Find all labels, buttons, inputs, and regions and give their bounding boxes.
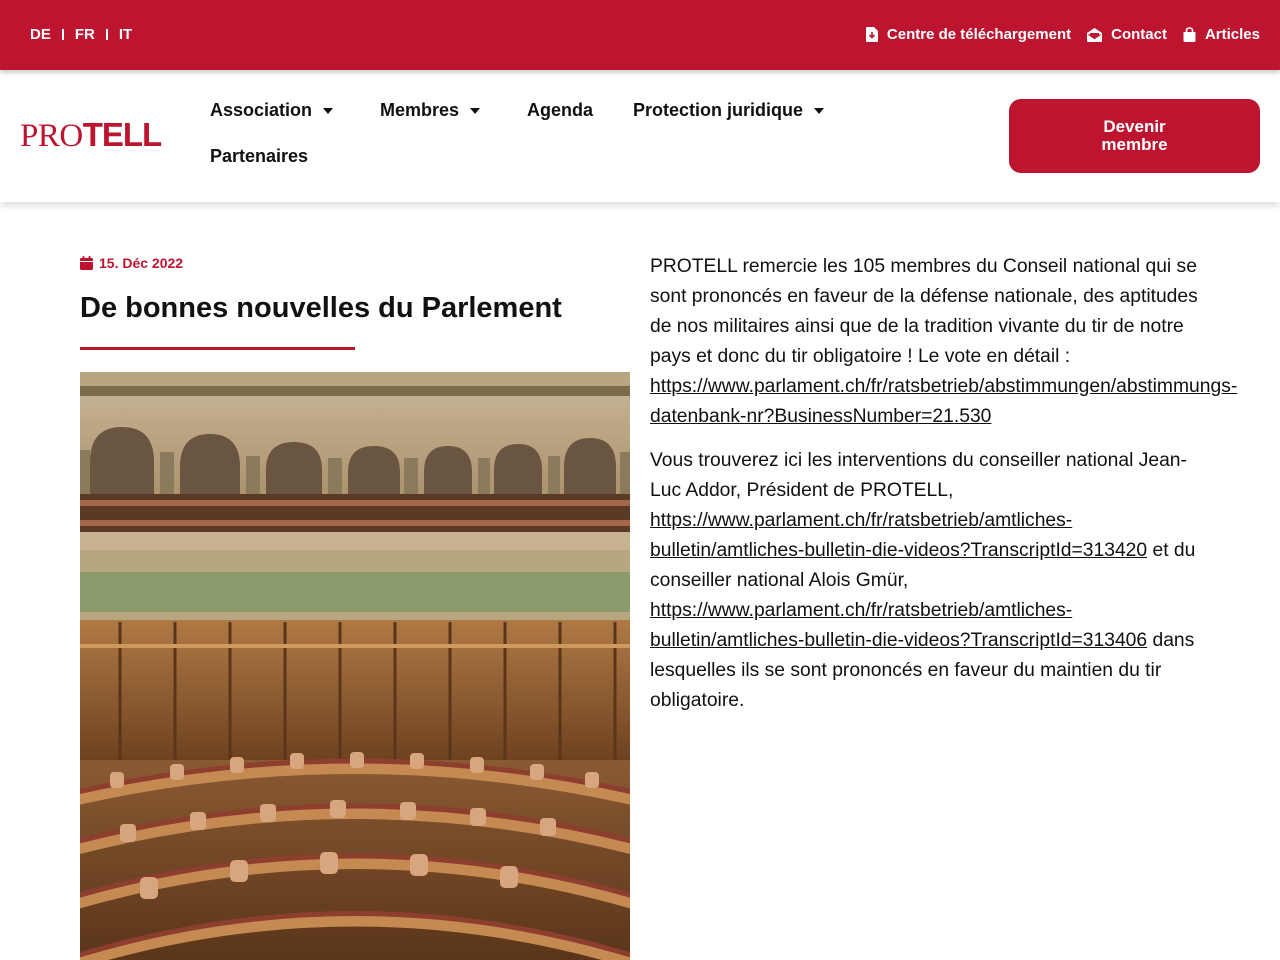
paragraph-text: Vous trouverez ici les interventions du conseiller national Jean-Luc Addor, Président de PROTELL, (650, 450, 1187, 501)
post-date-text: 15. Déc 2022 (99, 255, 184, 271)
contact-link[interactable] (1087, 26, 1167, 43)
article-paragraph (650, 446, 1210, 716)
parliament-chamber-photo (80, 372, 630, 960)
download-center-label: Centre de téléchargement (886, 26, 1072, 43)
nav-item-agenda[interactable] (527, 100, 593, 121)
lang-it-link[interactable]: IT (118, 26, 133, 43)
paragraph-text: dans lesquelles ils se sont prononcés en faveur du maintien du tir obligatoire. (650, 630, 1195, 711)
download-center-link[interactable] (866, 26, 1071, 43)
lang-separator (106, 29, 108, 40)
nav-item-membres[interactable] (380, 100, 480, 121)
article-title: De bonnes nouvelles du Parlement (80, 292, 562, 324)
articles-link[interactable] (1183, 26, 1260, 43)
post-date (80, 255, 183, 271)
language-switcher (30, 26, 132, 43)
nav-item-protection-juridique[interactable] (633, 100, 824, 121)
main-header (0, 70, 1280, 202)
logo-text-tell: TELL (82, 116, 162, 153)
caret-down-icon (814, 108, 824, 114)
utility-links (850, 26, 1260, 43)
file-download-icon (866, 27, 878, 42)
nav-item-label: Association (210, 100, 313, 120)
articles-label: Articles (1204, 26, 1260, 43)
become-member-button[interactable] (1009, 99, 1260, 173)
shopping-bag-icon (1183, 27, 1196, 42)
caret-down-icon (470, 108, 480, 114)
article-body (650, 252, 1238, 730)
gmur-video-link[interactable]: https://www.parlament.ch/fr/ratsbetrieb/amtliches-bulletin/amtliches-bulletin-die-videos?TranscriptId=313406 (650, 600, 1148, 651)
title-underline (80, 347, 355, 350)
vote-details-link[interactable]: https://www.parlament.ch/fr/ratsbetrieb/abstimmungen/abstimmungs-datenbank-nr?BusinessNumber=21.530 (650, 376, 1238, 427)
top-bar (0, 0, 1280, 70)
lang-separator (62, 29, 64, 40)
parliament-chamber-illustration (80, 372, 630, 960)
lang-de-link[interactable]: DE (30, 26, 51, 43)
nav-item-association[interactable] (210, 100, 333, 121)
envelope-open-icon (1087, 28, 1102, 42)
contact-label: Contact (1111, 26, 1167, 43)
become-member-label: Devenir membre (1101, 117, 1168, 154)
nav-item-label: Membres (380, 100, 460, 120)
article-paragraph (650, 252, 1238, 432)
calendar-icon (80, 256, 93, 270)
nav-item-partenaires[interactable] (210, 146, 308, 167)
nav-item-label: Agenda (527, 100, 594, 120)
nav-item-label: Protection juridique (633, 100, 804, 120)
lang-fr-link[interactable]: FR (74, 26, 95, 43)
nav-item-label: Partenaires (210, 146, 309, 166)
addor-video-link[interactable]: https://www.parlament.ch/fr/ratsbetrieb/amtliches-bulletin/amtliches-bulletin-die-videos?TranscriptId=313420 (650, 510, 1148, 561)
paragraph-text: et du conseiller national Alois Gmür, (650, 540, 1196, 591)
caret-down-icon (323, 108, 333, 114)
logo-text-pro: PRO (20, 118, 83, 154)
paragraph-text: PROTELL remercie les 105 membres du Conseil national qui se sont prononcés en faveur de la défense nationale, des aptitudes de nos militaires ainsi que de la tradition vivante du tir de notre pays et donc du tir obligatoire ! Le vote en détail : (650, 256, 1198, 367)
protell-logo[interactable] (20, 118, 161, 153)
